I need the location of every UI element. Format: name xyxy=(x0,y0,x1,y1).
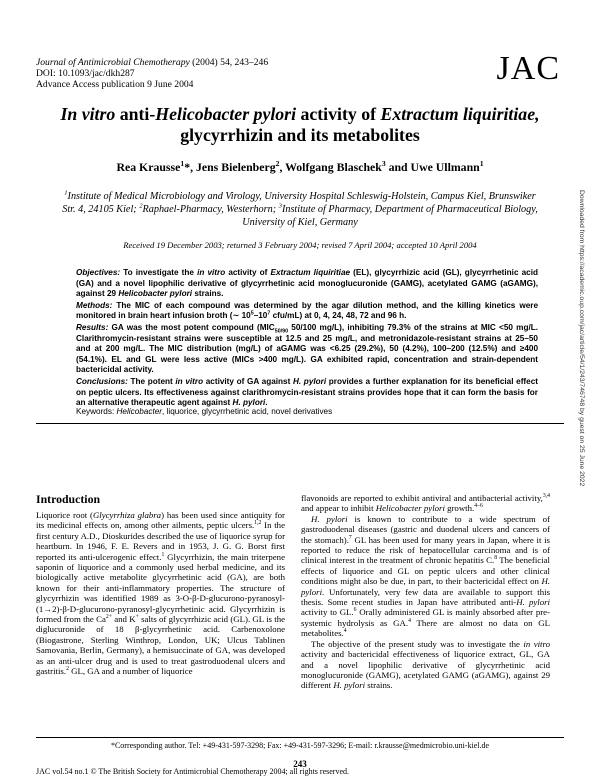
journal-header xyxy=(36,57,268,91)
footnote-divider xyxy=(36,737,564,738)
article-title xyxy=(40,104,560,146)
title-in-vitro: In vitro xyxy=(60,104,116,124)
abstract-results: Results: GA was the most potent compound ($MIC_{50/90}$ 50/100 mg/L), inhibiting 79.3% of the strains at MIC <50 mg/L. Clarithromycin-resistant strains were susceptible at 12.5 and 25 mg/L, and metronidazole-resistant strains at 25–50 and at 200 mg/L. The MIC distribution (mg/L) of aGAMG was <6.25 (29.2%), 50 (4.2%), 100–200 (12.5%) and ≥400 (54.1%). EL and GL were less active (MICs >400 mg/L). GA exhibited rapid, concentration and strain-dependent bactericidal activity. xyxy=(76,322,538,375)
page-number: 243 xyxy=(293,759,307,769)
title-organism: Helicobacter pylori xyxy=(155,104,297,124)
results-label: Results: xyxy=(76,322,109,332)
intro-paragraph-2: flavonoids are reported to exhibit antiviral and antibacterial activity,$^{3,4}$ and appear to inhibit Helicobacter pylori growth.$^{4-6}$ xyxy=(301,493,550,514)
abstract-objectives: Objectives: To investigate the in vitro activity of Extractum liquiritiae (EL), glycyrrhizic acid (GL), glycyrrhetinic acid (GA) and a novel lipophilic derivative of glycyrrhetinic acid monoglucuronide (GAMG), acetylated GAMG (aGAMG), against 29 Helicobacter pylori strains. xyxy=(76,268,539,299)
received-dates: Received 19 December 2003; returned 3 February 2004; revised 7 April 2004; accepted 10 April 2004 xyxy=(123,240,477,250)
title-line-2: glycyrrhizin and its metabolites xyxy=(180,125,420,145)
journal-citation: (2004) 54, 243–246 xyxy=(192,57,269,68)
journal-name: Journal of Antimicrobial Chemotherapy xyxy=(36,57,190,68)
title-extract: Extractum liquiritiae, xyxy=(380,104,540,124)
download-note-text: Downloaded from https://academic.oup.com/jac/article/54/1/243/746748 by guest on 25 June 2022 xyxy=(578,190,585,487)
keywords: Keywords: Helicobacter, liquorice, glycyrrhetinic acid, novel derivatives xyxy=(76,407,333,416)
conclusions-label: Conclusions: xyxy=(76,376,128,386)
section-heading-introduction: Introduction xyxy=(36,492,101,506)
intro-paragraph-4: The objective of the present study was to investigate the in vitro activity and bactericidal effectiveness of liquorice extract, GL, GA and a novel lipophilic derivative of glycyrrhetinic acid monoglucuronide (GAMG), acetylated GAMG (aGAMG), against 29 different H. pylori strains. xyxy=(301,638,550,691)
abstract-methods: Methods: The MIC of each compound was determined by the agar dilution method, and the killing kinetics were monitored in brain heart infusion broth (∼ $10^5-10^7$ cfu/mL) at 0, 4, 24, 48, 72 and 96 h. xyxy=(76,300,539,321)
abstract-divider xyxy=(36,423,564,424)
intro-column-left xyxy=(36,510,285,677)
methods-label: Methods: xyxy=(76,300,113,310)
abstract-conclusions: Conclusions: The potent in vitro activity of GA against H. pylori provides a further explanation for its beneficial effect on peptic ulcers. Its effectiveness against clarithromycin-resistant strains provides hope that it can form the basis for an alternative therapeutic agent against H. pylori. xyxy=(76,376,538,408)
copyright-footer: JAC vol.54 no.1 © The British Society for Antimicrobial Chemotherapy 2004; all rights reserved. xyxy=(36,767,349,776)
title-activity-of: activity of xyxy=(296,104,381,124)
affiliations: $^1$Institute of Medical Microbiology and Virology, University Hospital Schleswig-Holstein, Campus Kiel, Brunswiker Str. 4, 24105 Kiel; $^2$Raphael-Pharmacy, Westerhorn; $^3$Institute of Pharmacy, Department of Pharmaceutical Biology, University of Kiel, Germany xyxy=(62,189,538,228)
intro-paragraph-1: Liquorice root (Glycyrrhiza glabra) has been used since antiquity for its medicinal effects on, among other ailments, peptic ulcers.$^{1,2}$ In the first century A.D., Dioskurides described the use of liquorice syrup for heartburn. In 1946, F. E. Revers and in 1953, J. G. G. Borst first reported its anti-ulcerogenic effect.$^1$ Glycyrrhizin, the main triterpene saponin of liquorice and a commonly used herbal medicine, and its biologically active metabolite glycyrrhetinic acid (GA), are both known for their anti-inflammatory properties. The structure of glycyrrhizin was identified 1989 as 3-O-β-D-glucurono-pyranosyl-(1→2)-β-D-glucurono-pyranosyl-glycyrrhetinic acid. Glycyrrhizin is formed from the $Ca^{2+}$ and K+ salts of glycyrrhizic acid (GL). GL is the diglucuronide of 18 β-glycyrrhetinic acid. Carbenoxolone (Biogastrone, Sterling Winthrop, London, UK; Ulcus Tablinen Samovania, Berlin, Germany), a hemisuccinate of GA, was developed as an anti-ulcer drug and is used to treat gastroduodenal ulcers and gastritis.$^2$ GL, GA and a number of liquorice xyxy=(36,510,286,677)
journal-doi: DOI: 10.1093/jac/dkh287 xyxy=(36,68,135,80)
author-list: Rea Krausse$^1$*, Jens Bielenberg$^2$, Wolfgang Blaschek$^3$ and Uwe Ullmann$^1$ xyxy=(116,159,484,174)
title-anti: anti- xyxy=(115,104,156,124)
advance-access: Advance Access publication 9 June 2004 xyxy=(36,79,194,91)
intro-paragraph-3: H. pylori is known to contribute to a wide spectrum of gastroduodenal diseases (gastric and duodenal ulcers and cancers of the stomach).$^7$ GL has been used for many years in Japan, where it is reported to reduce the risk of hepatocellular carcinoma and is of clinical interest in the treatment of chronic hepatitis C.$^8$ The beneficial effects of liquorice and GL on peptic ulcers and other clinical conditions might also be due, in part, to their bactericidal effect on H. pylori. Unfortunately, very few data are available to support this thesis. Some recent studies in Japan have attributed anti-H. pylori activity to GL.$^6$ Orally administered GL is mainly absorbed after pre-systemic hydrolysis as GA.$^4$ There are almost no data on GL metabolites.$^4$ xyxy=(301,513,550,639)
jac-logo: JAC xyxy=(496,50,560,87)
download-note xyxy=(573,190,587,660)
abstract xyxy=(76,268,538,410)
corresponding-author-footnote: *Corresponding author. Tel: +49-431-597-3298; Fax: +49-431-597-3296; E-mail: r.krausse@medmicrobio.uni-kiel.de xyxy=(110,741,490,750)
intro-column-right xyxy=(301,493,550,691)
objectives-label: Objectives: xyxy=(76,268,121,277)
